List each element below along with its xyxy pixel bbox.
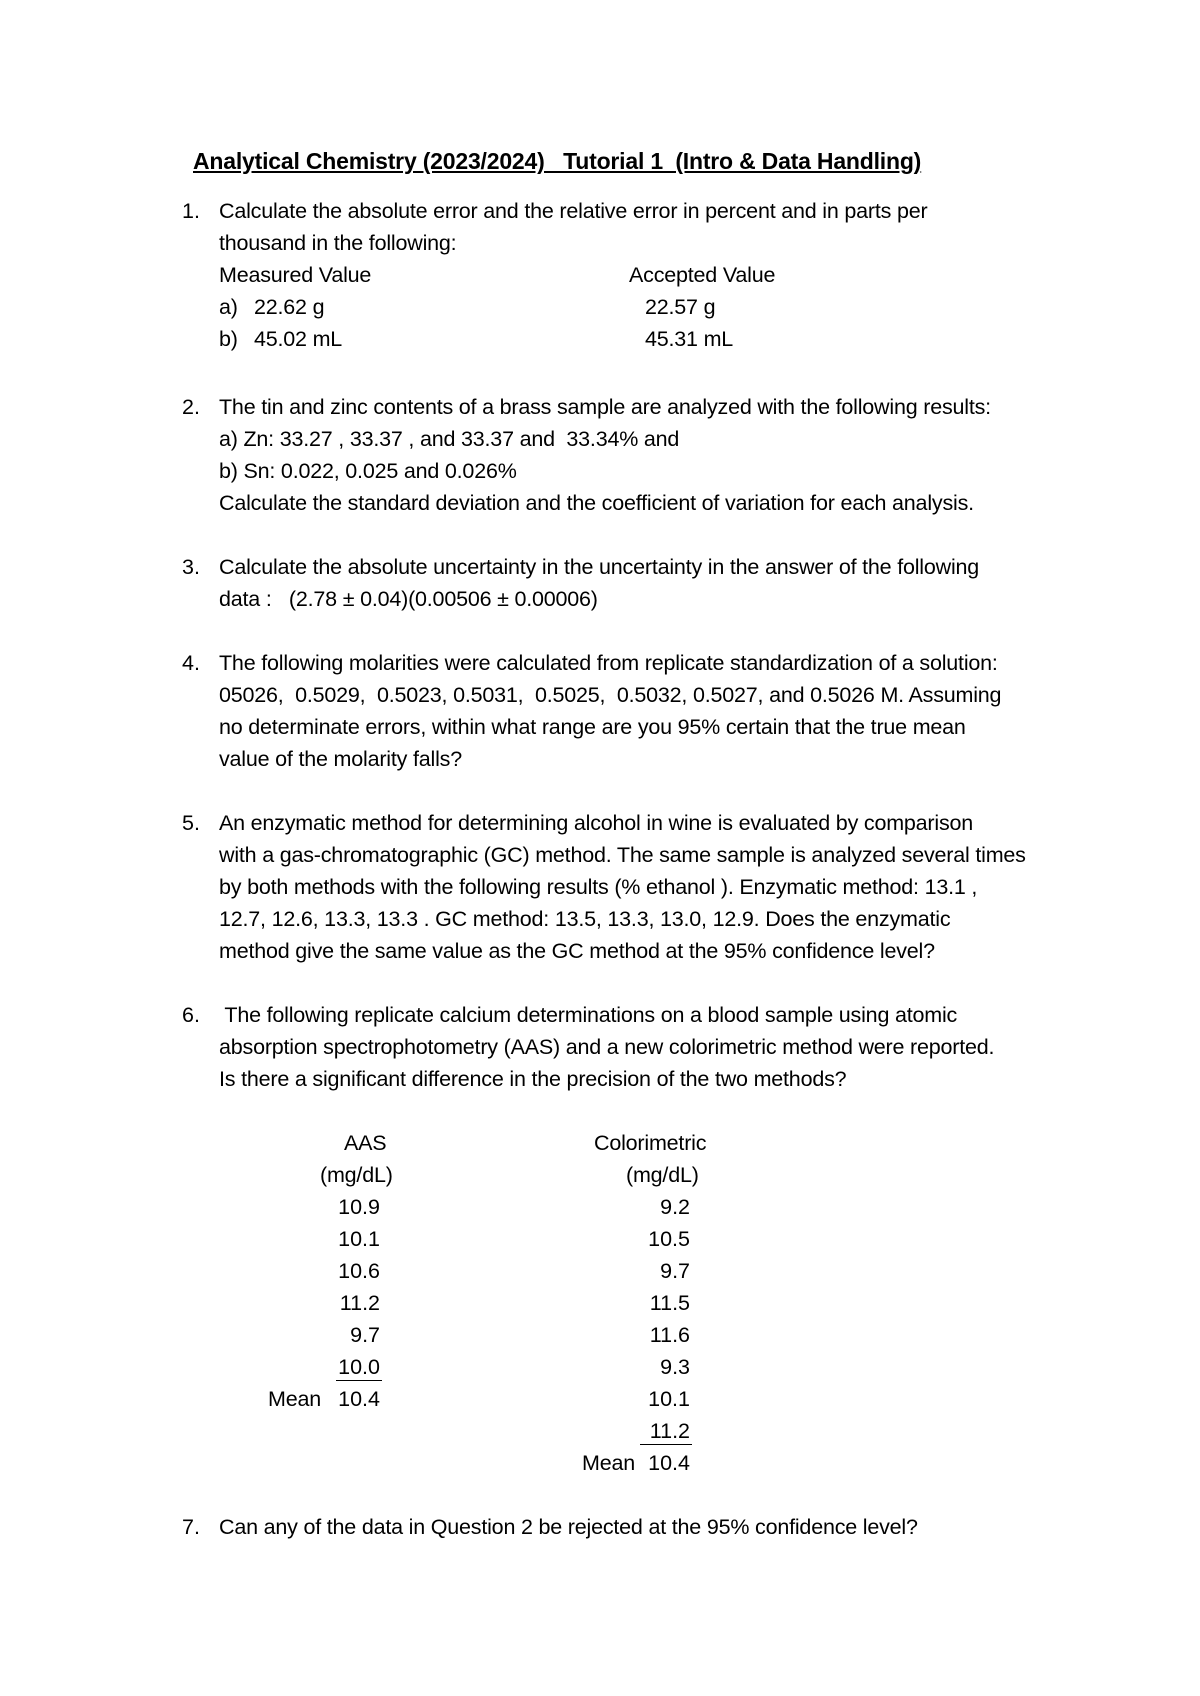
question-1-text: Calculate the absolute error and the relative error in percent and in parts per (219, 199, 928, 223)
question-3-text: data : (2.78 ± 0.04)(0.00506 ± 0.00006) (219, 587, 598, 611)
document-title: Analytical Chemistry (2023/2024) Tutorial 1 (Intro & Data Handling) (193, 148, 922, 174)
aas-value: 10.1 (338, 1227, 380, 1251)
colorimetric-value: 9.2 (660, 1195, 690, 1219)
question-7-text: Can any of the data in Question 2 be rejected at the 95% confidence level? (219, 1515, 918, 1539)
colorimetric-value: 9.3 (660, 1355, 690, 1379)
question-1-text: thousand in the following: (219, 231, 457, 255)
question-7-number: 7. (182, 1515, 200, 1539)
question-6-text: Is there a significant difference in the precision of the two methods? (219, 1067, 847, 1091)
question-2-text: a) Zn: 33.27 , 33.37 , and 33.37 and 33.34% and (219, 427, 680, 451)
aas-mean-label: Mean (268, 1387, 321, 1411)
question-5-text: 12.7, 12.6, 13.3, 13.3 . GC method: 13.5, 13.3, 13.0, 12.9. Does the enzymatic (219, 907, 951, 931)
colorimetric-sum-rule (640, 1444, 692, 1445)
question-4-text: The following molarities were calculated from replicate standardization of a solution: (219, 651, 998, 675)
colorimetric-column-unit: (mg/dL) (626, 1163, 699, 1187)
question-5-text: with a gas-chromatographic (GC) method. The same sample is analyzed several times (219, 843, 1026, 867)
aas-value: 10.6 (338, 1259, 380, 1283)
question-5-text: by both methods with the following results (% ethanol ). Enzymatic method: 13.1 , (219, 875, 978, 899)
colorimetric-value: 11.6 (649, 1323, 690, 1347)
q1-row-label: b) (219, 327, 238, 351)
q1-row-label: a) (219, 295, 238, 319)
question-5-text: An enzymatic method for determining alcohol in wine is evaluated by comparison (219, 811, 974, 835)
q1-accepted-value: 45.31 mL (645, 327, 734, 351)
question-3-number: 3. (182, 555, 200, 579)
aas-value: 10.0 (338, 1355, 380, 1379)
colorimetric-mean-label: Mean (582, 1451, 635, 1475)
colorimetric-value: 10.1 (648, 1387, 690, 1411)
colorimetric-value: 10.5 (648, 1227, 690, 1251)
q1-accepted-value: 22.57 g (645, 295, 716, 319)
question-6-text: The following replicate calcium determinations on a blood sample using atomic (219, 1003, 958, 1027)
question-6-text: absorption spectrophotometry (AAS) and a new colorimetric method were reported. (219, 1035, 995, 1059)
aas-value: 9.7 (350, 1323, 380, 1347)
question-4-text: no determinate errors, within what range are you 95% certain that the true mean (219, 715, 966, 739)
question-4-text: 05026, 0.5029, 0.5023, 0.5031, 0.5025, 0.5032, 0.5027, and 0.5026 M. Assuming (219, 683, 1002, 707)
colorimetric-value: 9.7 (660, 1259, 690, 1283)
aas-column-header: AAS (344, 1131, 387, 1155)
question-2-text: Calculate the standard deviation and the coefficient of variation for each analysis. (219, 491, 974, 515)
aas-value: 10.9 (338, 1195, 380, 1219)
colorimetric-value: 11.2 (649, 1419, 690, 1443)
colorimetric-mean-value: 10.4 (648, 1451, 690, 1475)
colorimetric-column-header: Colorimetric (594, 1131, 707, 1155)
question-2-number: 2. (182, 395, 200, 419)
aas-sum-rule (336, 1380, 382, 1381)
measured-value-header: Measured Value (219, 263, 372, 287)
q1-measured-value: 22.62 g (254, 295, 325, 319)
question-2-text: The tin and zinc contents of a brass sample are analyzed with the following results: (219, 395, 991, 419)
question-2-text: b) Sn: 0.022, 0.025 and 0.026% (219, 459, 517, 483)
accepted-value-header: Accepted Value (629, 263, 776, 287)
question-5-text: method give the same value as the GC method at the 95% confidence level? (219, 939, 935, 963)
aas-mean-value: 10.4 (338, 1387, 380, 1411)
question-4-text: value of the molarity falls? (219, 747, 462, 771)
aas-value: 11.2 (339, 1291, 380, 1315)
question-3-text: Calculate the absolute uncertainty in the uncertainty in the answer of the following (219, 555, 980, 579)
question-4-number: 4. (182, 651, 200, 675)
colorimetric-value: 11.5 (649, 1291, 690, 1315)
question-1-number: 1. (182, 199, 200, 223)
q1-measured-value: 45.02 mL (254, 327, 343, 351)
question-5-number: 5. (182, 811, 200, 835)
aas-column-unit: (mg/dL) (320, 1163, 393, 1187)
question-6-number: 6. (182, 1003, 200, 1027)
